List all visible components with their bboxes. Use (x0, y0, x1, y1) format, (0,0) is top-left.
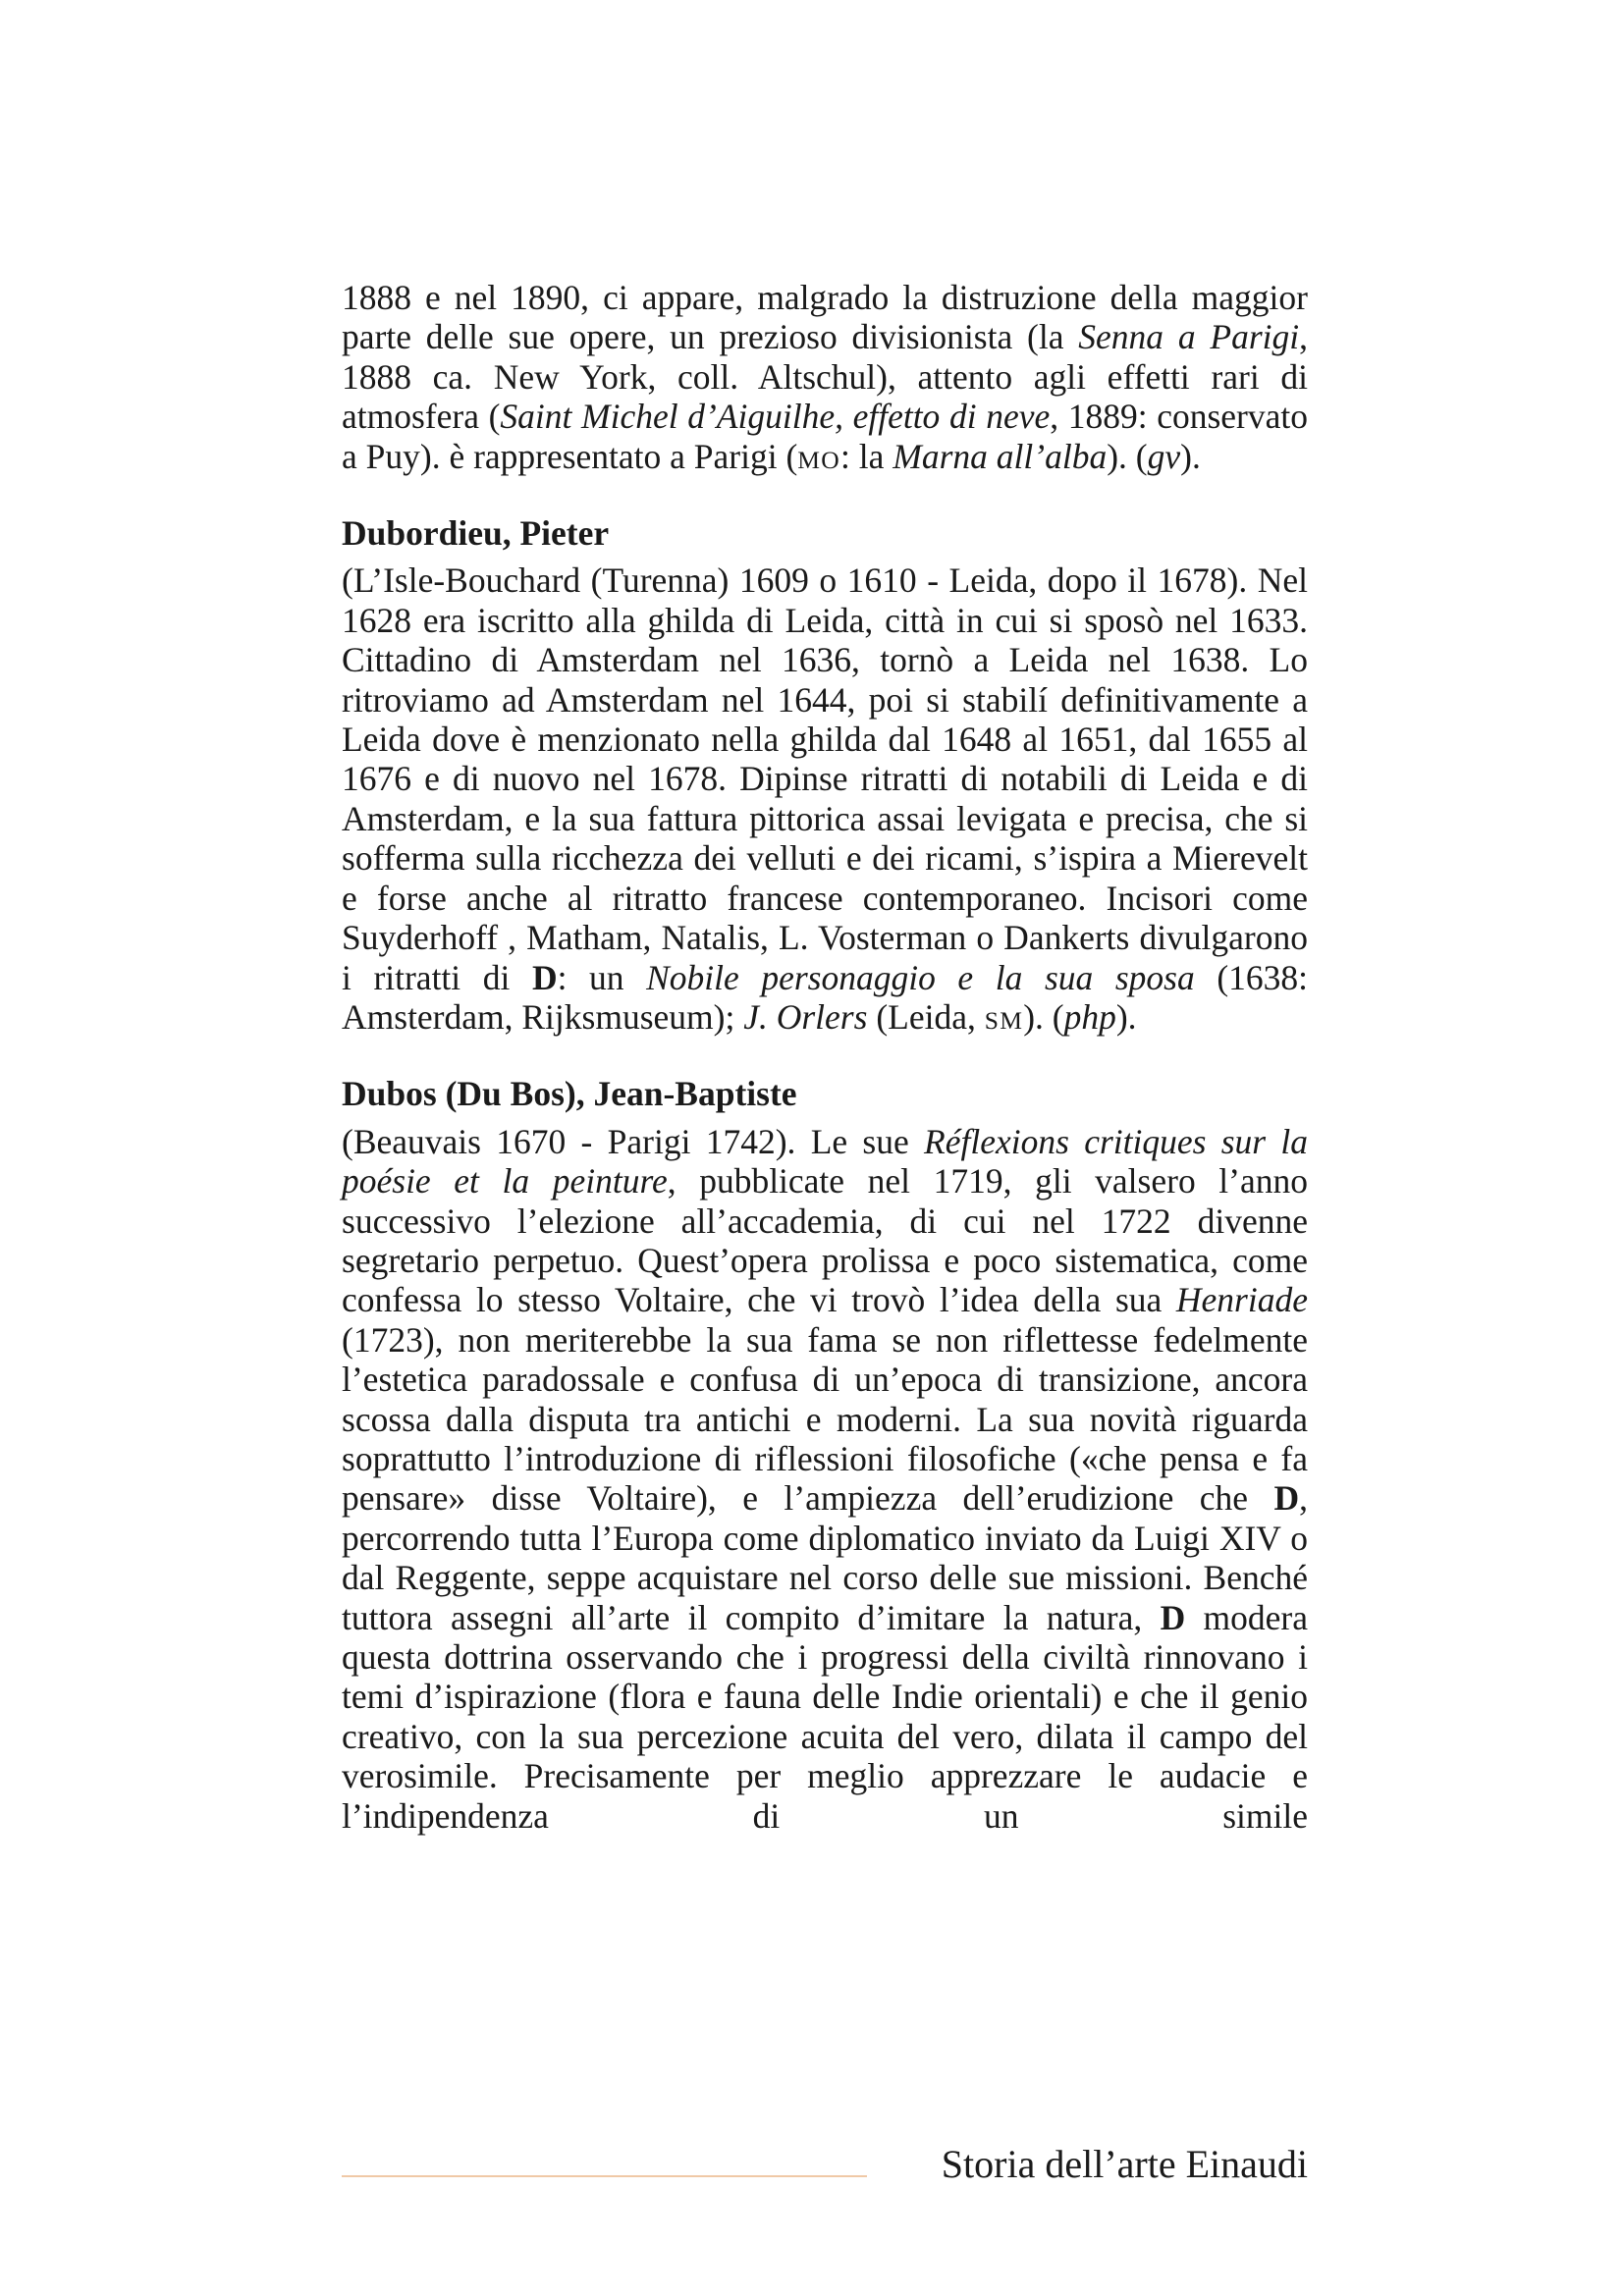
spacer (342, 553, 1308, 561)
author-initials: php (1063, 996, 1116, 1037)
entry-title-dubos: Dubos (Du Bos), Jean-Baptiste (342, 1074, 797, 1114)
entry-body-dubordieu (342, 561, 1308, 1041)
footer-rule (342, 2175, 867, 2177)
text-run: ). (1180, 436, 1201, 476)
entry-body-dubos (342, 1122, 1308, 1836)
artwork-title: J. Orlers (743, 996, 868, 1037)
artwork-title: Senna a Parigi (1078, 317, 1300, 357)
text-run: (Leida, (867, 996, 985, 1037)
museum-abbreviation: SM (984, 1005, 1024, 1035)
text-run: , percorrendo tutta l’Europa come diplomatico inviato da Luigi XIV o dal Reggente, seppe acquistare nel corso delle sue missioni. Benché tuttora assegni all’arte il compito d’imitare la natura, (342, 1478, 1308, 1637)
page-body (342, 278, 1308, 1836)
text-run: , pubblicate nel 1719, gli valsero l’anno successivo l’elezione all’accademia, di cui nel 1722 divenne segretario perpetuo. Quest’opera prolissa e poco sistematica, come confessa lo stesso Voltaire, che vi trovò l’idea della sua (342, 1161, 1308, 1320)
artwork-title: Henriade (1175, 1280, 1308, 1320)
text-run: (1638: Amsterdam, Rijksmuseum); (342, 957, 1308, 1037)
text-run: ). (1115, 996, 1137, 1037)
author-initials: gv (1147, 436, 1181, 476)
entry-abbreviation: D (1273, 1478, 1300, 1519)
text-run: , 1889: conservato a Puy). è rappresentato a Parigi ( (342, 397, 1308, 476)
text-run: modera questa dottrina osservando che i progressi della civiltà rinnovano i temi d’ispirazione (flora e fauna delle Indie orientali) e che il genio creativo, con la sua percezione acuita del vero, dilata il campo del verosimile. Precisamente per meglio apprezzare le audacie e l’indipendenza di un simile (342, 1597, 1308, 1836)
text-run: , 1888 ca. New York, coll. Altschul), attento agli effetti rari di atmosfera ( (342, 317, 1308, 437)
artwork-title: Réflexions critiques sur la poésie et la peinture (342, 1121, 1308, 1201)
artwork-title: Marna all’alba (893, 436, 1108, 476)
text-run: (1723), non meriterebbe la sua fama se non riflettesse fedelmente l’estetica paradossale e confusa di un’epoca di transizione, ancora scossa dalla disputa tra antichi e moderni. La sua novità riguarda soprattutto l’introduzione di riflessioni filosofiche («che pensa e fa pensare» disse Voltaire), e l’ampiezza dell’erudizione che (342, 1319, 1308, 1519)
spacer (342, 1114, 1308, 1122)
page-footer (342, 2140, 1308, 2189)
artwork-title: Saint Michel d’Aiguilhe, effetto di neve (500, 397, 1051, 437)
continuation-paragraph (342, 278, 1308, 480)
footer-publication-title: Storia dell’arte Einaudi (941, 2142, 1308, 2186)
entry-title-dubordieu: Dubordieu, Pieter (342, 513, 610, 554)
spacer (342, 1041, 1308, 1074)
entry-abbreviation: D (531, 957, 558, 997)
text-run: 1888 e nel 1890, ci appare, malgrado la distruzione della maggior parte delle sue opere, un prezioso divisionista (la (342, 278, 1308, 357)
museum-abbreviation: MO (797, 445, 841, 474)
artwork-title: Nobile personaggio e la sua sposa (646, 957, 1195, 997)
text-run: (Beauvais 1670 - Parigi 1742). Le sue (342, 1121, 925, 1161)
text-run: : la (840, 436, 893, 476)
text-run: ). ( (1023, 996, 1064, 1037)
entry-abbreviation: D (1160, 1597, 1186, 1637)
spacer (342, 480, 1308, 513)
text-run: (L’Isle-Bouchard (Turenna) 1609 o 1610 - Leida, dopo il 1678). Nel 1628 era iscritto alla ghilda di Leida, città in cui si sposò nel 1633. Cittadino di Amsterdam nel 1636, tornò a Leida nel 1638. Lo ritroviamo ad Amsterdam nel 1644, poi si stabilí definitivamente a Leida dove è menzionato nella ghilda dal 1648 al 1651, dal 1655 al 1676 e di nuovo nel 1678. Dipinse ritratti di notabili di Leida e di Amsterdam, e la sua fattura pittorica assai levigata e precisa, che si sofferma sulla ricchezza dei velluti e dei ricami, s’ispira a Mierevelt e forse anche al ritratto francese contemporaneo. Incisori come Suyderhoff , Matham, Natalis, L. Vosterman o Dankerts divulgarono i ritratti di (342, 561, 1308, 997)
text-run: : un (557, 957, 647, 997)
text-run: ). ( (1107, 436, 1148, 476)
